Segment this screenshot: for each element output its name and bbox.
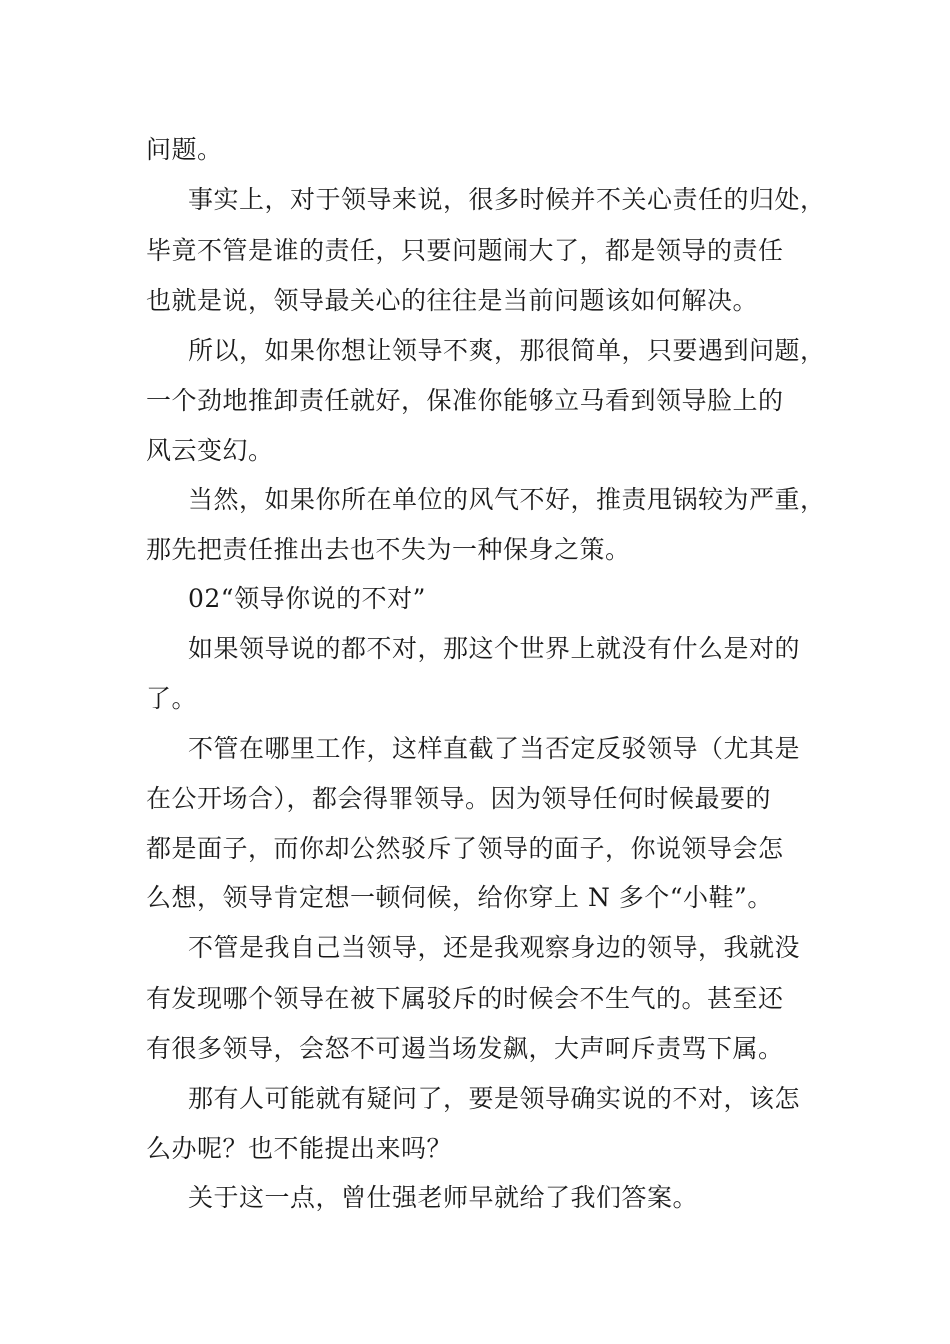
text-line: 么想，领导肯定想一顿伺候，给你穿上 N 多个“小鞋”。 <box>146 883 773 912</box>
text-line: 毕竟不管是谁的责任，只要问题闹大了，都是领导的责任 <box>146 236 784 265</box>
paragraph-start-line: 那有人可能就有疑问了，要是领导确实说的不对，该怎 <box>188 1084 801 1113</box>
text-line: 在公开场合），都会得罪领导。因为领导任何时候最要的 <box>146 784 772 813</box>
paragraph-start-line: 不管在哪里工作，这样直截了当否定反驳领导（尤其是 <box>188 734 801 763</box>
paragraph-start-line: 不管是我自己当领导，还是我观察身边的领导，我就没 <box>188 933 801 962</box>
text-line: 风云变幻。 <box>146 436 274 465</box>
text-line: 有发现哪个领导在被下属驳斥的时候会不生气的。甚至还 <box>146 984 784 1013</box>
text-line: 也就是说，领导最关心的往往是当前问题该如何解决。 <box>146 286 759 315</box>
text-line: 那先把责任推出去也不失为一种保身之策。 <box>146 535 631 564</box>
text-line: 么办呢？也不能提出来吗？ <box>146 1134 453 1163</box>
paragraph-start-line: 所以，如果你想让领导不爽，那很简单，只要遇到问题， <box>188 336 826 365</box>
text-line: 有很多领导，会怒不可遏当场发飙，大声呵斥责骂下属。 <box>146 1034 784 1063</box>
text-line: 都是面子，而你却公然驳斥了领导的面子，你说领导会怎 <box>146 834 784 863</box>
text-line: 问题。 <box>146 135 223 164</box>
paragraph-start-line: 如果领导说的都不对，那这个世界上就没有什么是对的 <box>188 634 801 663</box>
text-line: 一个劲地推卸责任就好，保准你能够立马看到领导脸上的 <box>146 386 784 415</box>
paragraph-start-line: 当然，如果你所在单位的风气不好，推责甩锅较为严重， <box>188 485 826 514</box>
text-line: 了。 <box>146 684 198 713</box>
paragraph-start-line: 事实上，对于领导来说，很多时候并不关心责任的归处， <box>188 185 826 214</box>
section-heading: 02“领导你说的不对” <box>188 584 426 613</box>
paragraph-start-line: 关于这一点，曾仕强老师早就给了我们答案。 <box>188 1183 699 1212</box>
